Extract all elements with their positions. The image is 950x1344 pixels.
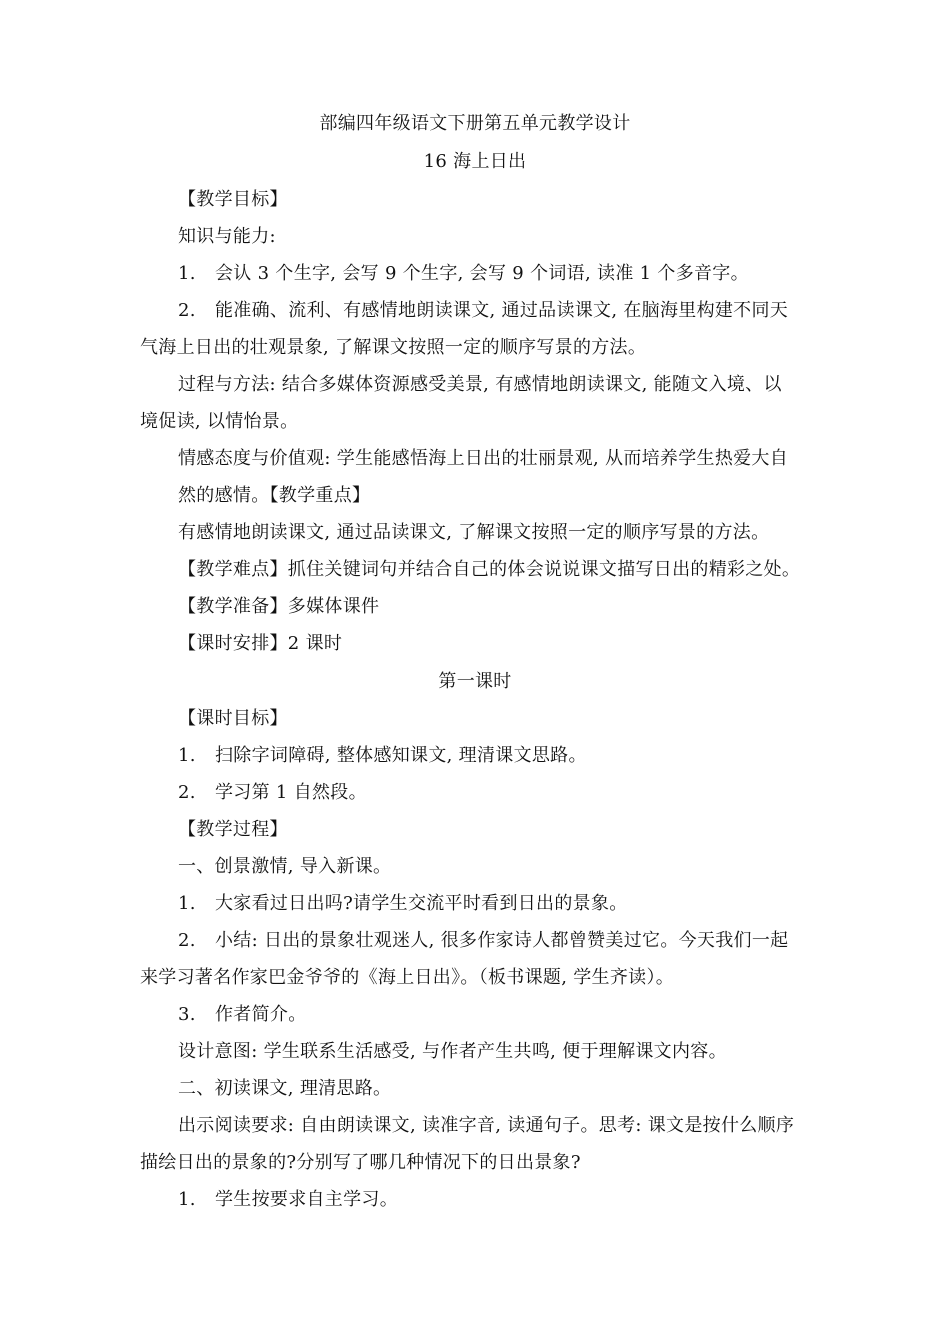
list-number: 2. bbox=[178, 930, 196, 951]
paragraph-continuation: 然的感情。【教学重点】 bbox=[178, 485, 371, 506]
list-number: 1. bbox=[178, 1189, 196, 1210]
list-number: 1. bbox=[178, 745, 196, 766]
list-item bbox=[178, 781, 367, 805]
design-intent-paragraph: 设计意图: 学生联系生活感受, 与作者产生共鸣, 便于理解课文内容。 bbox=[178, 1041, 727, 1062]
schedule-paragraph: 【课时安排】2 课时 bbox=[178, 633, 343, 654]
goals-heading: 【教学目标】 bbox=[178, 189, 288, 210]
emotion-paragraph: 情感态度与价值观: 学生能感悟海上日出的壮丽景观, 从而培养学生热爱大自 bbox=[178, 448, 789, 469]
list-text: 学生按要求自主学习。 bbox=[215, 1189, 398, 1210]
list-text: 学习第 1 自然段。 bbox=[215, 782, 367, 803]
step-title: 一、创景激情, 导入新课。 bbox=[178, 856, 392, 877]
document-title: 部编四年级语文下册第五单元教学设计 bbox=[319, 113, 631, 134]
list-item bbox=[178, 744, 587, 768]
list-text: 能准确、流利、有感情地朗读课文, 通过品读课文, 在脑海里构建不同天 bbox=[215, 300, 789, 321]
paragraph-continuation: 境促读, 以情怡景。 bbox=[140, 411, 299, 432]
list-item bbox=[178, 892, 628, 916]
list-item bbox=[178, 929, 788, 953]
paragraph-continuation: 气海上日出的壮观景象, 了解课文按照一定的顺序写景的方法。 bbox=[140, 337, 647, 358]
reading-requirement-paragraph: 出示阅读要求: 自由朗读课文, 读准字音, 读通句子。思考: 课文是按什么顺序 bbox=[178, 1115, 795, 1136]
list-text: 小结: 日出的景象壮观迷人, 很多作家诗人都曾赞美过它。今天我们一起 bbox=[215, 930, 789, 951]
list-text: 会认 3 个生字, 会写 9 个生字, 会写 9 个词语, 读准 1 个多音字。 bbox=[215, 263, 749, 284]
list-text: 扫除字词障碍, 整体感知课文, 理清课文思路。 bbox=[215, 745, 587, 766]
list-item bbox=[178, 1188, 398, 1212]
preparation-paragraph: 【教学准备】多媒体课件 bbox=[178, 596, 380, 617]
paragraph-continuation: 来学习著名作家巴金爷爷的《海上日出》。（板书课题, 学生齐读）。 bbox=[140, 967, 675, 988]
list-number: 1. bbox=[178, 893, 196, 914]
list-item bbox=[178, 1003, 307, 1027]
list-number: 1. bbox=[178, 263, 196, 284]
process-heading: 【教学过程】 bbox=[178, 819, 288, 840]
list-number: 3. bbox=[178, 1004, 196, 1025]
list-item bbox=[178, 299, 788, 323]
period-goals-heading: 【课时目标】 bbox=[178, 708, 288, 729]
list-number: 2. bbox=[178, 300, 196, 321]
step-title: 二、初读课文, 理清思路。 bbox=[178, 1078, 392, 1099]
lesson-title: 16 海上日出 bbox=[423, 151, 527, 172]
paragraph-continuation: 描绘日出的景象的?分别写了哪几种情况下的日出景象? bbox=[140, 1152, 581, 1173]
list-number: 2. bbox=[178, 782, 196, 803]
knowledge-label: 知识与能力: bbox=[178, 226, 276, 247]
keypoint-paragraph: 有感情地朗读课文, 通过品读课文, 了解课文按照一定的顺序写景的方法。 bbox=[178, 522, 770, 543]
list-item bbox=[178, 262, 749, 286]
period-title: 第一课时 bbox=[438, 671, 512, 692]
process-method-paragraph: 过程与方法: 结合多媒体资源感受美景, 有感情地朗读课文, 能随文入境、以 bbox=[178, 374, 782, 395]
difficulty-paragraph: 【教学难点】抓住关键词句并结合自己的体会说说课文描写日出的精彩之处。 bbox=[178, 559, 801, 580]
list-text: 大家看过日出吗?请学生交流平时看到日出的景象。 bbox=[215, 893, 628, 914]
list-text: 作者简介。 bbox=[215, 1004, 307, 1025]
